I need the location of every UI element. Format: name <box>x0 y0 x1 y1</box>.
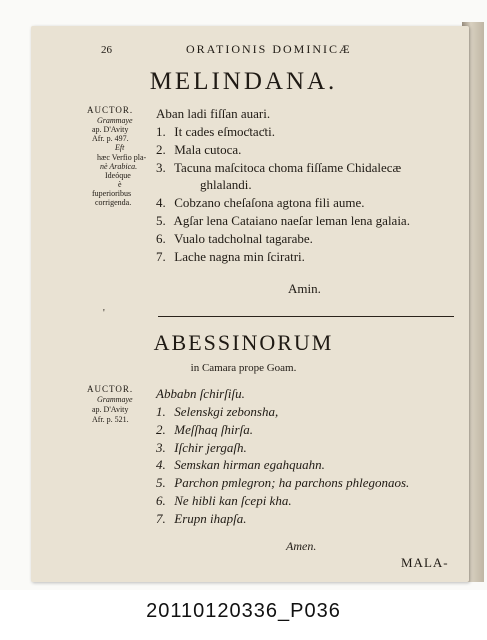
prayer-line <box>156 511 246 527</box>
line-number: 7. <box>156 249 166 264</box>
line-number: 2. <box>156 422 166 437</box>
prayer-line <box>156 195 364 211</box>
margin-note-line: nè Arabica. <box>100 162 138 171</box>
prayer-line <box>156 475 409 491</box>
line-text: Semskan hirman egahquahn. <box>174 457 325 472</box>
line-text: Mala cutoca. <box>174 142 242 157</box>
section-subtitle: in Camara prope Goam. <box>190 362 297 374</box>
line-text: Cobzano cheſaſona agtona fili aume. <box>174 195 365 210</box>
prayer-line <box>156 457 325 473</box>
margin-note-line: hæc Verfio pla- <box>97 153 147 162</box>
margin-note-line: Ideóque <box>105 171 131 180</box>
line-number: 5. <box>156 475 166 490</box>
running-title: ORATIONIS DOMINICÆ <box>186 42 352 56</box>
line-number: 4. <box>156 457 166 472</box>
line-text: ghlalandi. <box>200 177 252 192</box>
prayer-line <box>156 142 241 158</box>
prayer-line <box>156 231 313 247</box>
line-number: 2. <box>156 142 166 157</box>
line-text: Ne hibli kan ſcepi kha. <box>174 493 292 508</box>
line-text: Parchon pmlegron; ha parchons phlegonaos. <box>174 475 410 490</box>
line-text: Vualo tadcholnal tagarabe. <box>174 231 313 246</box>
printer-mark: ' <box>103 308 105 319</box>
prayer-line-continuation <box>200 177 252 193</box>
line-number: 7. <box>156 511 166 526</box>
line-number: 3. <box>156 160 166 175</box>
margin-note-line: Afr. p. 497. <box>92 134 129 143</box>
prayer-line <box>156 493 292 509</box>
line-text: Lache nagna min ſciratri. <box>174 249 305 264</box>
prayer-line <box>156 422 253 438</box>
image-id-caption: 20110120336_P036 <box>146 600 341 622</box>
line-number: 4. <box>156 195 166 210</box>
prayer-line <box>156 249 305 265</box>
margin-note-line: ap. D'Avity <box>92 125 129 134</box>
line-number: 6. <box>156 493 166 508</box>
prayer-line <box>156 124 275 140</box>
prayer-line <box>156 404 278 420</box>
prayer-line <box>156 440 247 456</box>
page-number: 26 <box>101 44 112 56</box>
margin-note-line: ap. D'Avity <box>92 405 129 414</box>
margin-note-line: fuperioribus <box>92 189 132 198</box>
line-text: Tacuna maſcitoca choma fiſſame Chidalecæ <box>174 160 402 175</box>
prayer-line <box>156 160 401 176</box>
line-text: Erupn ihapſa. <box>174 511 247 526</box>
prayer-closing: Amen. <box>286 539 317 553</box>
margin-note-line: Afr. p. 521. <box>92 415 129 424</box>
prayer-closing: Amin. <box>288 281 321 296</box>
line-number: 6. <box>156 231 166 246</box>
prayer-opening: Aban ladi fiſſan auari. <box>156 106 271 121</box>
margin-note-line: Grammaye <box>97 395 133 404</box>
margin-note-line: Grammaye <box>97 116 133 125</box>
prayer-opening: Abbabn ſchirſiſu. <box>156 386 245 401</box>
line-number: 1. <box>156 124 166 139</box>
section-title-melindana: MELINDANA. <box>149 68 338 95</box>
catchword: MALA- <box>401 555 449 570</box>
line-text: It cades eſmoƈtaƈti. <box>174 124 275 139</box>
line-text: Meſſhaq ſhirſa. <box>174 422 253 437</box>
line-text: Selenskgi zebonsha, <box>174 404 279 419</box>
line-text: Iſchir jergaſh. <box>174 440 247 455</box>
line-number: 3. <box>156 440 166 455</box>
margin-note-line: AUCTOR. <box>87 105 134 115</box>
line-number: 5. <box>156 213 166 228</box>
prayer-line <box>156 213 410 229</box>
section-title-abessinorum: ABESSINORUM <box>153 330 334 355</box>
margin-note-line: è <box>118 180 122 189</box>
line-text: Agſar lena Cataiano naeſar leman lena galaia. <box>173 213 410 228</box>
margin-note-line: Eft <box>115 143 125 152</box>
margin-note-line: corrigenda. <box>95 198 132 207</box>
section-divider-rule <box>158 316 454 317</box>
margin-note-line: AUCTOR. <box>87 384 134 394</box>
line-number: 1. <box>156 404 166 419</box>
